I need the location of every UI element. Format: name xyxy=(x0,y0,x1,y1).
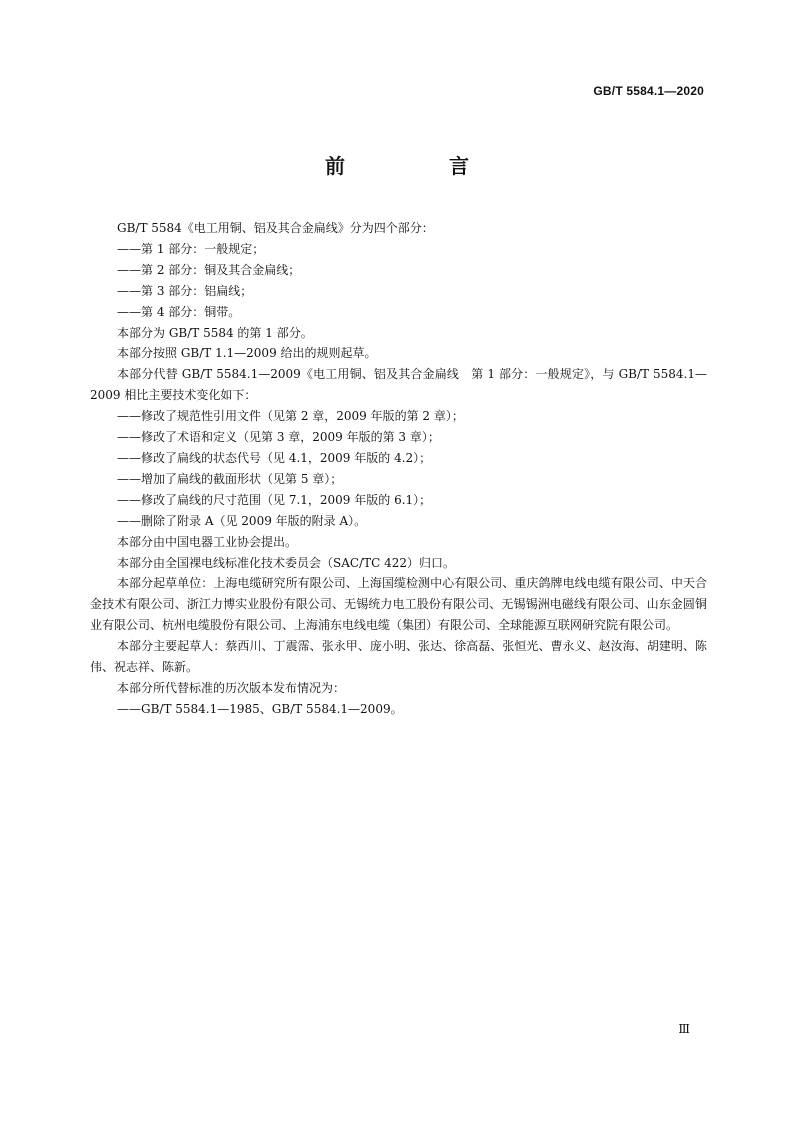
drafting-units: 本部分起草单位：上海电缆研究所有限公司、上海国缆检测中心有限公司、重庆鸽牌电线电缆有限公司、中天合金技术有限公司、浙江力博实业股份有限公司、无锡统力电工股份有限公司、无锡锡洲电磁线有限公司、山东金圆铜业有限公司、杭州电缆股份有限公司、上海浦东电线电缆（集团）有限公司、全球能源互联网研究院有限公司。 xyxy=(90,576,707,633)
change-item: ——删除了附录 A（见 2009 年版的附录 A）。 xyxy=(117,513,367,528)
version-history-intro: 本部分所代替标准的历次版本发布情况为： xyxy=(117,680,346,695)
list-item-part-2: ——第 2 部分：铜及其合金扁线； xyxy=(117,262,301,277)
proposer-statement: 本部分由中国电器工业协会提出。 xyxy=(117,534,298,549)
change-item: ——修改了扁线的尺寸范围（见 7.1，2009 年版的 6.1）； xyxy=(117,492,432,507)
change-item: ——修改了规范性引用文件（见第 2 章，2009 年版的第 2 章）； xyxy=(117,409,464,424)
drafting-rules-statement: 本部分按照 GB/T 1.1—2009 给出的规则起草。 xyxy=(117,346,377,361)
intro-paragraph: GB/T 5584《电工用铜、铝及其合金扁线》分为四个部分： xyxy=(117,221,434,235)
change-item: ——增加了扁线的截面形状（见第 5 章）； xyxy=(117,471,343,486)
part-statement: 本部分为 GB/T 5584 的第 1 部分。 xyxy=(117,325,313,340)
page-number: Ⅲ xyxy=(678,1022,690,1036)
replacement-statement: 本部分代替 GB/T 5584.1—2009《电工用铜、铝及其合金扁线 第 1 部分：一般规定》，与 GB/T 5584.1—2009 相比主要技术变化如下： xyxy=(90,367,707,403)
main-drafters: 本部分主要起草人：蔡西川、丁震霈、张永甲、庞小明、张达、徐高磊、张恒光、曹永义、赵汝海、胡建明、陈伟、祝志祥、陈新。 xyxy=(90,639,707,675)
list-item-part-1: ——第 1 部分：一般规定； xyxy=(117,241,265,256)
committee-statement: 本部分由全国裸电线标准化技术委员会（SAC/TC 422）归口。 xyxy=(117,555,456,570)
change-item: ——修改了扁线的状态代号（见 4.1，2009 年版的 4.2）； xyxy=(117,450,432,465)
list-item-part-3: ——第 3 部分：铝扁线； xyxy=(117,283,253,298)
standard-code: GB/T 5584.1—2020 xyxy=(593,84,704,98)
page-title: 前 言 xyxy=(325,154,511,178)
document-body xyxy=(90,218,707,720)
list-item-part-4: ——第 4 部分：铜带。 xyxy=(117,304,241,319)
version-history-item: ——GB/T 5584.1—1985、GB/T 5584.1—2009。 xyxy=(117,701,403,716)
change-item: ——修改了术语和定义（见第 3 章，2009 年版的第 3 章）； xyxy=(117,430,440,445)
